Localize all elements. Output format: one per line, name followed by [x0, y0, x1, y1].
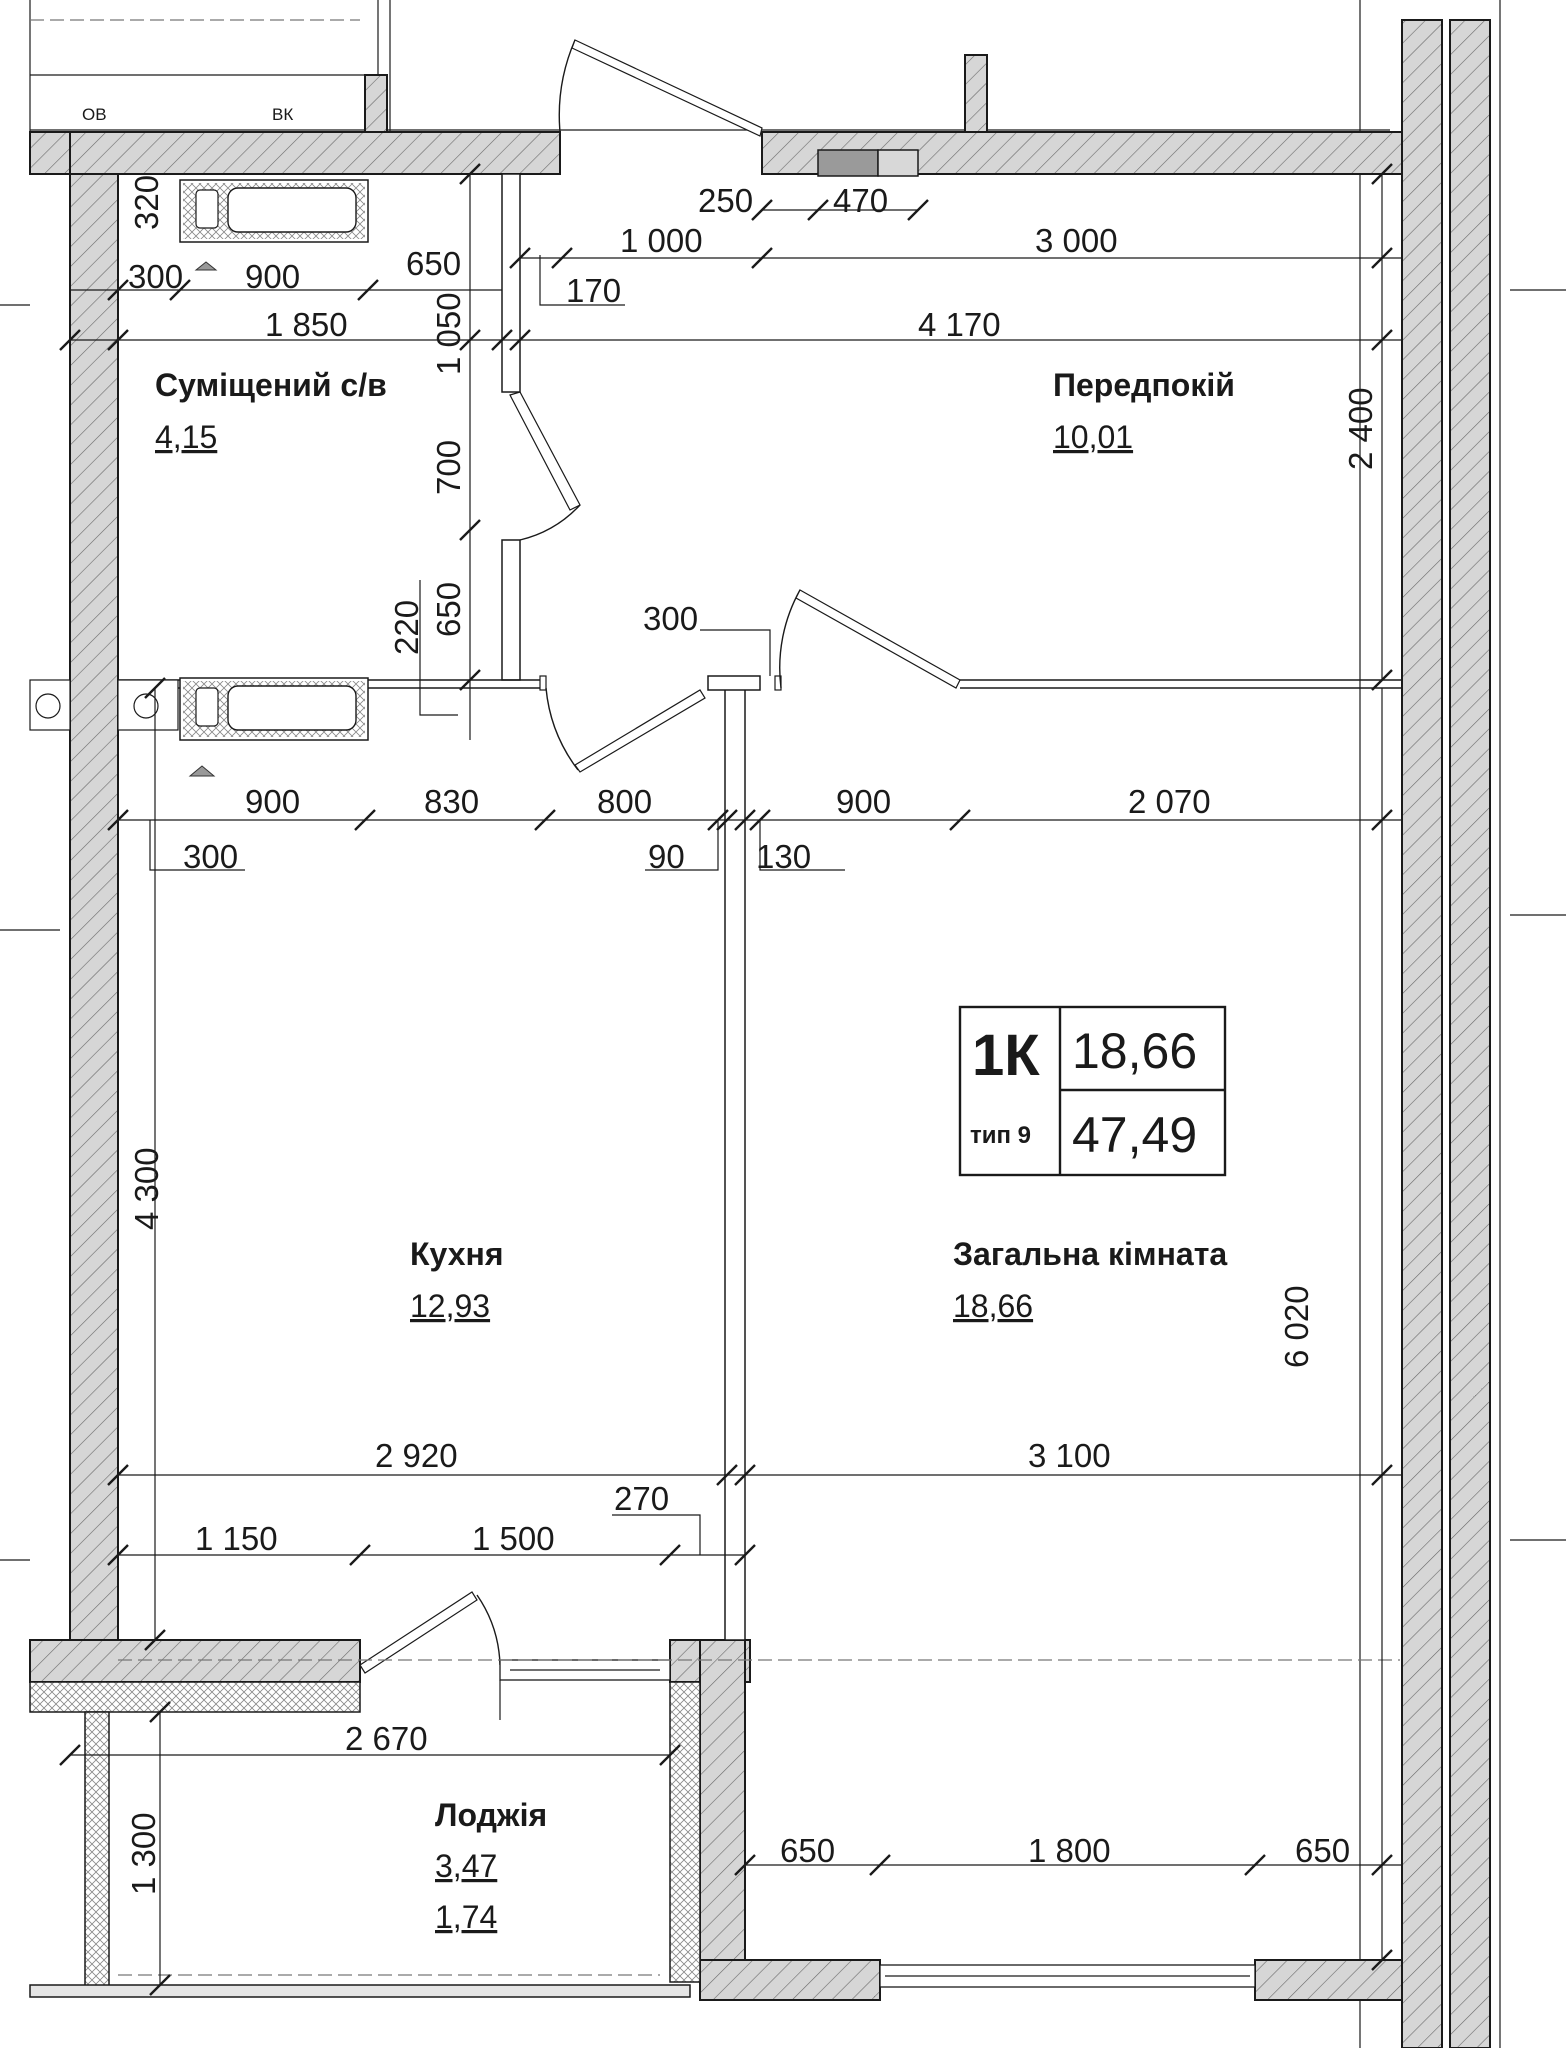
dim-830: 830	[424, 783, 480, 820]
label-ov: ОВ	[82, 105, 107, 124]
apartment-info-box	[960, 1007, 1225, 1175]
room-area-living: 18,66	[953, 1288, 1034, 1324]
dim-900-b: 900	[836, 783, 892, 820]
dim-1000: 1 000	[620, 222, 703, 259]
dim-270: 270	[614, 1480, 670, 1517]
room-name-hallway: Передпокій	[1053, 367, 1235, 403]
door-kitchen	[546, 688, 705, 772]
door-living	[780, 590, 960, 688]
dim-300-top: 300	[128, 258, 184, 295]
dim-1850: 1 850	[265, 306, 348, 343]
dim-650-top: 650	[406, 245, 462, 282]
room-area-loggia-reduced: 1,74	[435, 1899, 498, 1935]
dim-4170: 4 170	[918, 306, 1001, 343]
dim-130: 130	[756, 838, 812, 875]
dim-1050: 1 050	[430, 292, 467, 375]
dim-250: 250	[698, 182, 754, 219]
dim-650-a: 650	[780, 1832, 836, 1869]
dim-900-a: 900	[245, 783, 301, 820]
room-area-bathroom: 4,15	[155, 419, 218, 455]
room-name-loggia: Лоджія	[435, 1797, 548, 1833]
dim-2670: 2 670	[345, 1720, 428, 1757]
label-vk: ВК	[272, 105, 294, 124]
apartment-living-area: 18,66	[1072, 1023, 1198, 1079]
dim-2920: 2 920	[375, 1437, 458, 1474]
dim-3100: 3 100	[1028, 1437, 1111, 1474]
dim-6020: 6 020	[1278, 1285, 1315, 1368]
apartment-total-area: 47,49	[1072, 1107, 1198, 1163]
room-name-living: Загальна кімната	[953, 1236, 1228, 1272]
window-living	[880, 1965, 1255, 1987]
dim-320: 320	[128, 174, 165, 230]
dim-90: 90	[648, 838, 685, 875]
dim-650-mid: 650	[430, 581, 467, 637]
door-entrance	[559, 40, 762, 174]
dim-170: 170	[566, 272, 622, 309]
dim-3000: 3 000	[1035, 222, 1118, 259]
apartment-type-code: 1К	[972, 1023, 1040, 1088]
dim-2070: 2 070	[1128, 783, 1211, 820]
dim-900-top: 900	[245, 258, 301, 295]
room-name-kitchen: Кухня	[410, 1236, 504, 1272]
dim-1150: 1 150	[195, 1520, 278, 1557]
bathtub-bottom	[180, 678, 368, 776]
dim-1800: 1 800	[1028, 1832, 1111, 1869]
dim-300-mid: 300	[643, 600, 699, 637]
dim-700: 700	[430, 439, 467, 495]
room-area-hallway: 10,01	[1053, 419, 1134, 455]
room-name-bathroom: Суміщений с/в	[155, 367, 387, 403]
bathtub-top	[180, 180, 368, 270]
dim-2400: 2 400	[1342, 387, 1379, 470]
apartment-type-label: тип 9	[970, 1122, 1032, 1149]
dim-1300: 1 300	[125, 1812, 162, 1895]
room-area-loggia: 3,47	[435, 1848, 498, 1884]
door-bathroom	[510, 392, 580, 540]
door-loggia	[360, 1592, 670, 1720]
dim-300-bot: 300	[183, 838, 239, 875]
dim-220: 220	[388, 599, 425, 655]
dim-1500: 1 500	[472, 1520, 555, 1557]
dim-4300: 4 300	[128, 1147, 165, 1230]
dim-800: 800	[597, 783, 653, 820]
dim-650-b: 650	[1295, 1832, 1351, 1869]
walls	[30, 20, 1490, 2048]
dim-470: 470	[833, 182, 889, 219]
room-area-kitchen: 12,93	[410, 1288, 491, 1324]
